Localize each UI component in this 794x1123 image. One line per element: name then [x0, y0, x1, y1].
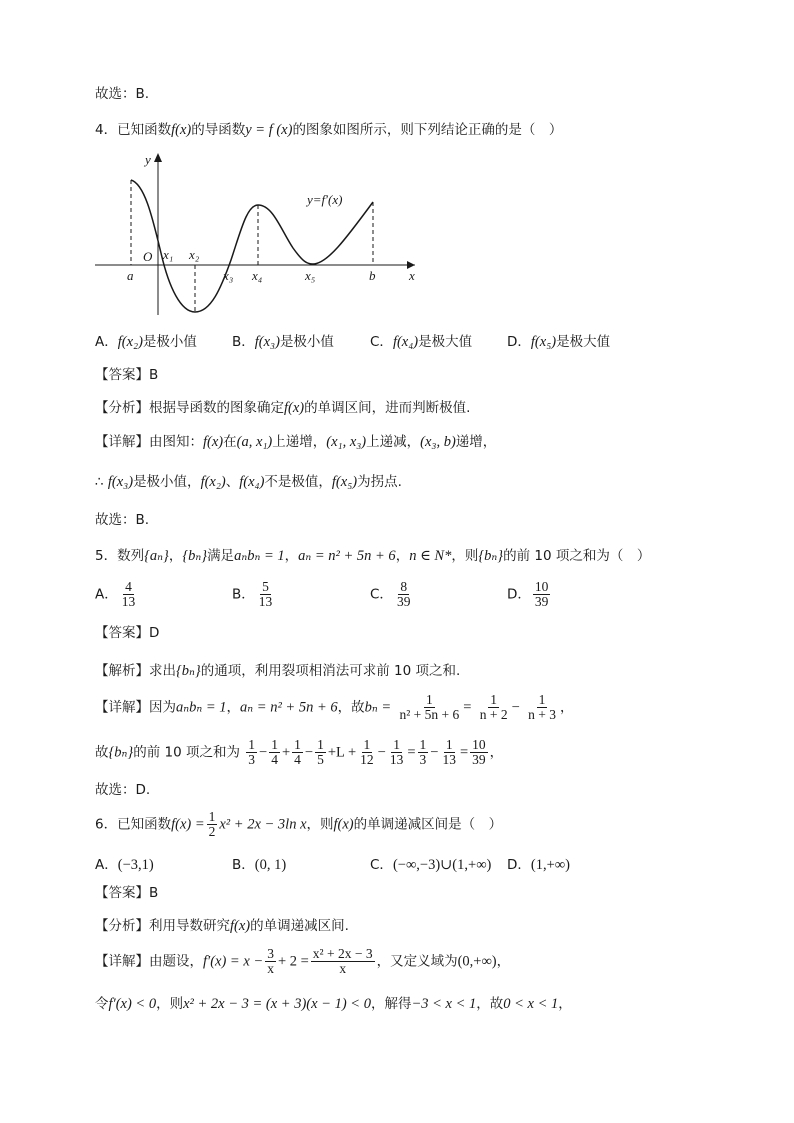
q5-option-c-prefix: C．	[370, 586, 393, 603]
q5-answer-tag: 【答案】	[95, 625, 149, 641]
q5-sum-t6: $\frac{1}{13}$	[389, 737, 404, 768]
q4-analysis-b: 的单调区间，进而判断极值.	[304, 400, 471, 416]
q5-option-b-frac: $\frac{5}{13}$	[258, 579, 273, 610]
q6-answer	[95, 885, 158, 901]
q6-stem-fx: f(x) =	[171, 816, 205, 833]
q6-detail-frac1: $\frac{3}{x}$	[267, 946, 274, 977]
q4-stem-fx: f(x)	[171, 122, 192, 138]
q6-detail-frac2: $\frac{\text{x² + 2x − 3}}{x}$	[312, 946, 373, 977]
q5-stem-eq1: aₙbₙ = 1	[234, 548, 285, 564]
q5-stem-an: {aₙ}	[144, 548, 169, 564]
q6-solve-e: ，	[558, 996, 572, 1012]
q4-conclusion-fx5: f(x₅)	[331, 474, 358, 490]
q4-detail-tag: 【详解】	[95, 434, 149, 450]
q4-stem-b: 的导函数	[191, 122, 246, 138]
q6-solve-sol: −3 < x < 1	[411, 996, 477, 1012]
q6-option-a-prefix: A．	[95, 857, 118, 873]
q6-detail-b: ，又定义域为	[376, 953, 458, 970]
q4-detail-fx: f(x)	[203, 434, 224, 450]
q4-analysis-tag: 【分析】	[95, 400, 149, 416]
q6-solve-ineq: f′(x) < 0	[108, 996, 157, 1012]
q4-option-d-text: 是极大值	[556, 334, 611, 350]
q4-option-a[interactable]	[95, 330, 197, 351]
q6-analysis-a: 利用导数研究	[149, 918, 230, 934]
q6-analysis-tag: 【分析】	[95, 918, 149, 934]
q6-solve-b: ，则	[156, 996, 184, 1012]
q4-stem	[95, 122, 562, 139]
q5-option-a-prefix: A．	[95, 586, 118, 603]
q5-sum-op4: +L +	[327, 744, 357, 761]
q5-option-d[interactable]	[507, 580, 552, 609]
q6-answer-value: B	[149, 885, 159, 901]
q6-option-c-value: (−∞,−3)∪(1,+∞)	[392, 857, 492, 873]
q6-solve-d: ，故	[476, 996, 504, 1012]
q6-option-b-value: (0, 1)	[254, 857, 287, 873]
q4-answer	[95, 367, 158, 383]
q4-analysis-fx: f(x)	[284, 400, 305, 416]
q4-answer-value: B	[149, 367, 159, 383]
q4-conclusion	[95, 474, 402, 491]
q4-stem-y: y = f (x)	[245, 122, 293, 138]
q4-conclusion-a: ∴	[95, 474, 108, 490]
q5-stem-f: ，则	[451, 548, 479, 564]
x-label: x	[409, 268, 415, 283]
q5-answer-value: D	[149, 625, 160, 641]
q4-detail-i2: (x₁, x₃)	[326, 434, 367, 450]
q5-stem	[95, 548, 650, 565]
x1-label: x₁	[163, 247, 174, 262]
q5-sum-op5: −	[377, 744, 386, 761]
q5-sum-op6: =	[407, 744, 416, 761]
q5-answer	[95, 625, 159, 641]
q5-stem-n: n ∈ N*	[409, 548, 452, 564]
q4-option-d-prefix: D．	[507, 334, 531, 350]
x2-label: x₂	[189, 247, 200, 262]
q5-sum	[95, 738, 503, 767]
q5-sum-op2: +	[281, 744, 291, 761]
q5-stem-e: ，	[395, 548, 410, 564]
q5-sum-t2: $\frac{1}{4}$	[271, 737, 278, 768]
x5-label: x₅	[305, 268, 316, 283]
q5-sum-t4: $\frac{1}{5}$	[317, 737, 324, 768]
q6-stem-a: 6．已知函数	[95, 816, 172, 833]
q4-option-d[interactable]	[507, 330, 610, 351]
q4-conclusion-d: 不是极值，	[264, 474, 332, 490]
q5-stem-bn: {bₙ}	[182, 548, 208, 564]
q4-choose: 故选：B.	[95, 512, 150, 528]
q6-solve-a: 令	[95, 996, 109, 1012]
q4-detail-c: 上递增，	[272, 434, 327, 450]
q6-option-c[interactable]	[370, 853, 491, 874]
q4-option-a-expr: f(x₂)	[117, 334, 143, 350]
q6-analysis	[95, 918, 349, 935]
q5-sum-t7: $\frac{1}{3}$	[419, 737, 427, 768]
q5-stem-eq2: aₙ = n² + 5n + 6	[298, 548, 396, 564]
q5-stem-bn2: {bₙ}	[478, 548, 504, 564]
q5-frac-1: $\frac{1}{\text{n² + 5n + 6}}$	[399, 692, 460, 723]
q6-option-b-prefix: B．	[232, 857, 255, 873]
q5-analysis-b: 的通项，利用裂项相消法可求前 10 项之和.	[200, 663, 461, 679]
q3-choose: 故选：B.	[95, 86, 150, 102]
q5-stem-g: 的前 10 项之和为（ ）	[503, 548, 651, 564]
q4-option-c-prefix: C．	[370, 334, 393, 350]
q4-option-d-expr: f(x₅)	[530, 334, 557, 350]
q4-detail-a: 由图知：	[149, 434, 203, 450]
q6-detail	[95, 947, 510, 976]
q5-option-d-prefix: D．	[507, 586, 531, 603]
q6-stem-rest: x² + 2x − 3ln x	[219, 816, 307, 833]
q5-sum-t8: $\frac{1}{13}$	[442, 737, 456, 768]
q4-option-b-prefix: B．	[232, 334, 255, 350]
q5-detail-b: ，	[226, 699, 241, 716]
q6-solve-eq: x² + 2x − 3 = (x + 3)(x − 1) < 0	[183, 996, 371, 1012]
b-label: b	[369, 268, 376, 283]
x3-label: x₃	[223, 268, 234, 283]
q6-option-a[interactable]	[95, 853, 154, 874]
q4-stem-a: 4．已知函数	[95, 122, 172, 138]
q5-analysis	[95, 663, 460, 680]
q5-stem-b: ，	[168, 548, 183, 564]
q6-stem-half: $\frac{1}{2}$	[208, 809, 216, 840]
q4-option-a-text: 是极小值	[142, 334, 197, 350]
q5-analysis-a: 求出	[149, 663, 176, 679]
q5-detail-eq1: aₙbₙ = 1	[176, 699, 227, 716]
q5-option-b-prefix: B．	[232, 586, 255, 603]
q6-option-d-value: (1,+∞)	[530, 857, 570, 873]
q5-option-b[interactable]	[232, 580, 276, 609]
q4-conclusion-e: 为拐点.	[357, 474, 402, 490]
q5-choose: 故选：D.	[95, 782, 151, 798]
q5-stem-a: 5．数列	[95, 548, 145, 564]
q4-conclusion-c: 、	[225, 474, 240, 490]
q4-option-b-text: 是极小值	[279, 334, 334, 350]
q6-option-d[interactable]	[507, 853, 570, 874]
q5-sum-b: 的前 10 项之和为	[133, 744, 240, 761]
q6-answer-tag: 【答案】	[95, 885, 149, 901]
q6-solve-c: ，解得	[370, 996, 412, 1012]
q6-stem-fx2: f(x)	[333, 816, 354, 833]
curve-label: y=f′(x)	[307, 192, 343, 207]
q4-answer-tag: 【答案】	[95, 367, 149, 383]
q5-option-c-frac: $\frac{8}{39}$	[396, 579, 411, 610]
q4-detail	[95, 434, 496, 451]
q5-sum-op7: −	[430, 744, 439, 761]
q6-option-d-prefix: D．	[507, 857, 531, 873]
q4-option-a-prefix: A．	[95, 334, 118, 350]
q4-stem-c: 的图象如图所示，则下列结论正确的是（ ）	[292, 122, 563, 138]
q5-sum-result: $\frac{10}{39}$	[472, 737, 486, 768]
derivative-graph	[95, 150, 425, 320]
q4-analysis	[95, 400, 470, 417]
q5-option-c[interactable]	[370, 580, 414, 609]
q5-detail-eq2: aₙ = n² + 5n + 6	[240, 699, 338, 716]
y-label: y	[145, 152, 151, 167]
q4-detail-i1: (a, x₁)	[236, 434, 273, 450]
q5-analysis-bn: {bₙ}	[176, 663, 201, 679]
q6-stem-b: ，则	[306, 816, 334, 833]
q5-minus: −	[511, 699, 520, 716]
q4-analysis-a: 根据导函数的图象确定	[149, 400, 284, 416]
q6-detail-a: 由题设，	[149, 953, 203, 970]
q5-sum-a: 故	[95, 744, 109, 761]
q6-option-a-value: (−3,1)	[117, 857, 154, 873]
q4-option-b[interactable]	[232, 330, 334, 351]
q4-detail-b: 在	[223, 434, 237, 450]
q5-detail	[95, 693, 573, 722]
q5-frac-2: $\frac{1}{n + 2}$	[479, 692, 508, 723]
q4-conclusion-b: 是极小值，	[133, 474, 201, 490]
q6-analysis-fx: f(x)	[230, 918, 251, 934]
q6-detail-fp: f′(x) = x −	[203, 953, 264, 970]
q4-option-c-expr: f(x₄)	[392, 334, 419, 350]
q4-option-c-text: 是极大值	[418, 334, 473, 350]
q5-detail-end: ，	[559, 699, 574, 716]
q4-conclusion-fx2: f(x₂)	[200, 474, 226, 490]
q5-detail-bn: bₙ =	[364, 699, 392, 716]
q5-sum-t5: $\frac{1}{12}$	[360, 737, 374, 768]
q5-analysis-tag: 【解析】	[95, 663, 149, 679]
q5-sum-op3: −	[304, 744, 314, 761]
q6-detail-c: ，	[496, 953, 511, 970]
q6-solve	[95, 996, 572, 1013]
q5-sum-op8: =	[459, 744, 469, 761]
a-label: a	[127, 268, 134, 283]
q6-stem-c: 的单调递减区间是（ ）	[353, 816, 503, 833]
q4-conclusion-fx4: f(x₄)	[239, 474, 265, 490]
y-axis-arrow	[154, 153, 162, 162]
q5-stem-d: ，	[284, 548, 299, 564]
q4-option-b-expr: f(x₃)	[254, 334, 280, 350]
q4-detail-d: 上递减，	[366, 434, 421, 450]
q4-detail-i3: (x₃, b)	[420, 434, 456, 450]
x4-label: x₄	[252, 268, 263, 283]
q6-detail-plus: + 2 =	[277, 953, 309, 970]
q4-detail-e: 递增，	[455, 434, 497, 450]
q5-detail-tag: 【详解】	[95, 699, 149, 716]
q6-option-c-prefix: C．	[370, 857, 393, 873]
q5-detail-a: 因为	[149, 699, 176, 716]
q5-frac-3: $\frac{1}{n + 3}$	[528, 692, 556, 723]
q5-sum-op1: −	[259, 744, 268, 761]
q5-option-a[interactable]	[95, 580, 139, 609]
q6-solve-res: 0 < x < 1	[503, 996, 559, 1012]
origin-label: O	[143, 249, 153, 264]
q5-sum-t1: $\frac{1}{3}$	[248, 737, 256, 768]
q6-detail-tag: 【详解】	[95, 953, 149, 970]
q6-option-b[interactable]	[232, 853, 286, 874]
q5-sum-bn: {bₙ}	[108, 744, 134, 761]
q5-option-a-frac: $\frac{4}{13}$	[121, 579, 136, 610]
q5-stem-c: 满足	[207, 548, 235, 564]
q5-sum-t3: $\frac{1}{4}$	[294, 737, 301, 768]
q5-detail-c: ，故	[337, 699, 365, 716]
q4-conclusion-fx3: f(x₃)	[107, 474, 134, 490]
q5-sum-end: ，	[489, 744, 504, 761]
q5-option-d-frac: $\frac{10}{39}$	[534, 579, 549, 610]
q4-option-c[interactable]	[370, 330, 472, 351]
q6-analysis-b: 的单调递减区间.	[250, 918, 349, 934]
q5-eq-sign: =	[463, 699, 472, 716]
q6-detail-domain: (0,+∞)	[457, 953, 497, 970]
q6-stem	[95, 810, 502, 839]
